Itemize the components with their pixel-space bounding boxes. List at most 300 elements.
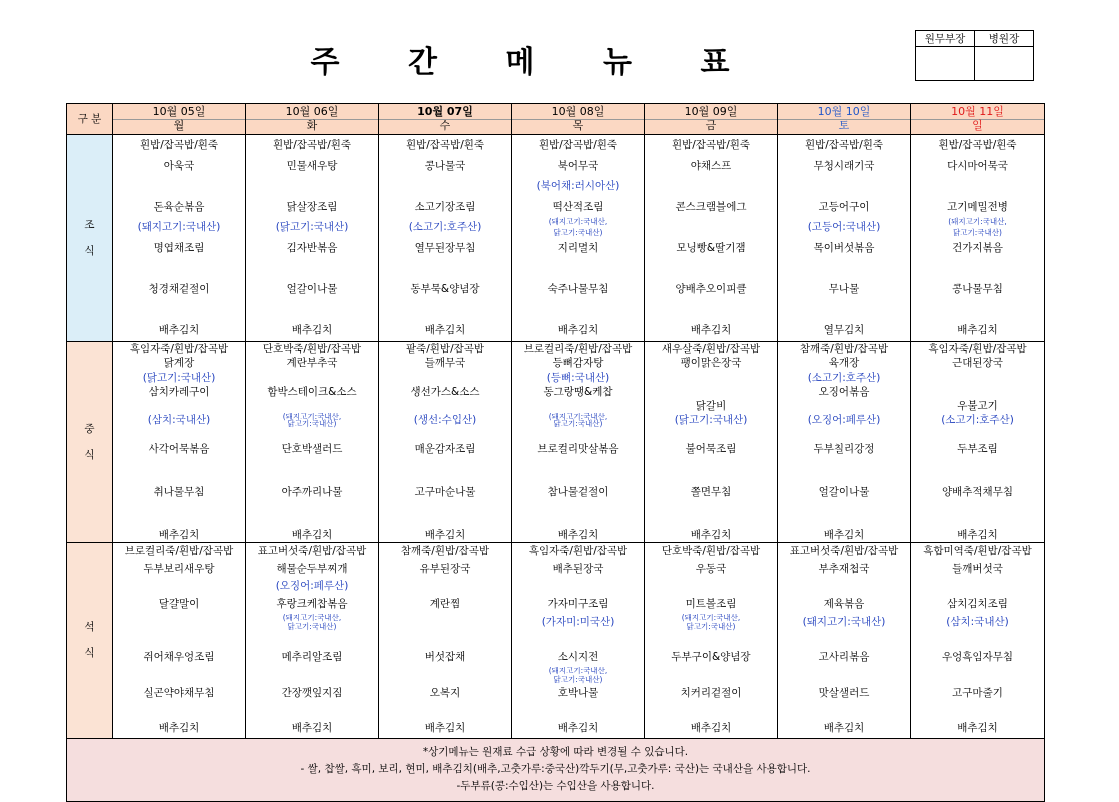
menu-item: 배추김치 <box>690 324 732 337</box>
menu-item <box>778 428 910 442</box>
menu-item: 아주까리나물 <box>281 485 343 498</box>
menu-item <box>911 385 1044 399</box>
menu-item: 배추김치 <box>557 324 599 337</box>
menu-item <box>778 513 910 527</box>
menu-item: 참나물겉절이 <box>547 485 609 498</box>
menu-item: 가자미구조림 <box>547 598 609 611</box>
menu-item: 들깨버섯국 <box>952 562 1003 575</box>
menu-item <box>645 702 777 720</box>
menu-item: 흑합미역죽/흰밥/잡곡밥 <box>923 544 1032 557</box>
menu-item: 흰밥/잡곡밥/흰죽 <box>804 139 884 151</box>
menu-item: 취나물무침 <box>153 485 205 498</box>
menu-item: 배추김치 <box>158 324 200 337</box>
menu-item <box>379 428 511 442</box>
menu-cell <box>778 542 911 738</box>
menu-item: 흑임자죽/흰밥/잡곡밥 <box>928 342 1027 355</box>
menu-item: 등뼈감자탕 <box>552 357 604 370</box>
header-day <box>113 104 246 135</box>
menu-item: 배추김치 <box>291 324 333 337</box>
menu-item <box>645 217 777 238</box>
header-label: 구 분 <box>67 104 113 135</box>
menu-item: 배추김치 <box>424 722 466 735</box>
menu-item: 새우살죽/흰밥/잡곡밥 <box>661 342 761 355</box>
menu-item <box>645 176 777 197</box>
menu-item <box>778 300 910 321</box>
menu-item <box>246 176 378 197</box>
menu-item: 배추김치 <box>823 528 865 541</box>
menu-item: 야채스프 <box>690 159 732 172</box>
header-day <box>911 104 1045 135</box>
menu-item <box>113 300 245 321</box>
menu-item <box>379 499 511 513</box>
header-weekday: 월 <box>173 119 185 132</box>
menu-item <box>113 456 245 470</box>
menu-item <box>113 259 245 280</box>
menu-item: (고등어:국내산) <box>807 221 881 234</box>
menu-item <box>379 631 511 649</box>
menu-item <box>512 456 644 470</box>
weekly-menu-table <box>66 103 1045 802</box>
menu-item: 단호박죽/흰밥/잡곡밥 <box>661 544 761 557</box>
menu-item: 오징어볶음 <box>818 385 870 398</box>
menu-item: 흑임자죽/흰밥/잡곡밥 <box>528 544 628 557</box>
menu-item: 우불고기 <box>957 400 998 413</box>
menu-item: 간장깻잎지짐 <box>281 686 343 699</box>
menu-item <box>512 578 644 596</box>
menu-item <box>778 259 910 280</box>
menu-item: 후랑크케찹볶음 <box>276 598 348 611</box>
header-weekday: 화 <box>306 119 318 132</box>
note-line: - 쌀, 찹쌀, 흑미, 보리, 현미, 배추김치(배추,고춧가루:중국산)깍두기(무,고춧가루: 국산)는 국내산을 사용합니다. <box>300 763 811 776</box>
menu-item: 양배추적채무침 <box>941 485 1013 498</box>
menu-item: 명엽채조림 <box>153 241 205 254</box>
menu-cell <box>113 135 246 342</box>
breakfast-label <box>67 135 113 342</box>
menu-item: 표고버섯죽/흰밥/잡곡밥 <box>789 544 899 557</box>
menu-item: 배추김치 <box>690 722 732 735</box>
menu-item: 표고버섯죽/흰밥/잡곡밥 <box>257 544 367 557</box>
menu-item: 배추된장국 <box>552 562 604 575</box>
menu-item <box>778 456 910 470</box>
menu-item <box>246 300 378 321</box>
menu-item: 배추김치 <box>557 722 599 735</box>
menu-item <box>512 470 644 484</box>
menu-item <box>645 667 777 685</box>
menu-item <box>911 702 1044 720</box>
breakfast-row <box>67 135 1045 342</box>
menu-item: 사각어묵볶음 <box>148 442 210 455</box>
menu-item <box>911 428 1044 442</box>
header-date: 10월 08일 <box>512 106 644 120</box>
menu-item: 계란부추국 <box>286 357 338 370</box>
page-title <box>300 34 740 84</box>
menu-item <box>778 470 910 484</box>
menu-item <box>512 499 644 513</box>
menu-item: 배추김치 <box>158 722 200 735</box>
header-day <box>512 104 645 135</box>
menu-item: 배추김치 <box>690 528 732 541</box>
menu-item: 열무된장무침 <box>414 241 476 254</box>
title-char: 간 <box>408 45 437 80</box>
menu-item: 배추김치 <box>957 324 998 337</box>
menu-item: 닭살장조림 <box>286 200 338 213</box>
menu-item: 배추김치 <box>823 722 865 735</box>
menu-cell <box>379 542 512 738</box>
menu-item <box>379 702 511 720</box>
menu-item: 브로컬리맛살볶음 <box>537 442 619 455</box>
menu-item <box>379 667 511 685</box>
menu-item <box>645 371 777 385</box>
header-weekday: 일 <box>972 119 983 132</box>
menu-item: (돼지고기:국내산, 닭고기:국내산) <box>282 413 342 428</box>
menu-item: 쫄면무침 <box>690 485 732 498</box>
menu-item: 흰밥/잡곡밥/흰죽 <box>671 139 751 151</box>
menu-item: (등뼈:국내산) <box>546 371 610 384</box>
menu-item: 얼갈이나물 <box>818 485 870 498</box>
menu-item: 호박나물 <box>557 686 599 699</box>
menu-item <box>379 578 511 596</box>
menu-item: 흰밥/잡곡밥/흰죽 <box>538 139 618 151</box>
menu-item <box>246 371 378 385</box>
menu-cell <box>645 135 778 342</box>
menu-item: 흑임자죽/흰밥/잡곡밥 <box>129 342 229 355</box>
menu-item: 배추김치 <box>158 528 200 541</box>
title-char: 메 <box>505 45 535 80</box>
menu-item: 흰밥/잡곡밥/흰죽 <box>139 139 219 151</box>
menu-item: 콘스크램블에그 <box>675 200 747 213</box>
menu-item: (돼지고기:국내산, 닭고기:국내산) <box>548 666 608 684</box>
menu-item <box>246 428 378 442</box>
menu-item: 달걀말이 <box>158 598 200 611</box>
menu-item: 다시마어묵국 <box>947 159 1008 172</box>
menu-item: 팥죽/흰밥/잡곡밥 <box>405 342 485 355</box>
header-weekday: 토 <box>838 119 850 132</box>
menu-item <box>246 456 378 470</box>
menu-item: 미트볼조림 <box>685 598 737 611</box>
menu-item <box>246 499 378 513</box>
menu-item <box>911 667 1044 685</box>
menu-cell <box>113 341 246 542</box>
menu-item: 불어묵조림 <box>685 442 737 455</box>
meal-label-char: 조 <box>84 218 95 231</box>
menu-item: 콩나물무침 <box>952 283 1003 296</box>
menu-item: 떡산적조림 <box>552 200 604 213</box>
header-day <box>645 104 778 135</box>
menu-item <box>379 176 511 197</box>
menu-item: 무나물 <box>828 283 860 296</box>
menu-item: 고사리볶음 <box>818 651 870 664</box>
menu-cell <box>645 542 778 738</box>
menu-item: 브로컬리죽/흰밥/잡곡밥 <box>523 342 633 355</box>
menu-cell <box>512 341 645 542</box>
menu-item: 지리멸치 <box>557 241 599 254</box>
menu-item: 참깨죽/흰밥/잡곡밥 <box>400 544 490 557</box>
dinner-label <box>67 542 113 738</box>
menu-item <box>778 631 910 649</box>
approval-label-director: 병원장 <box>975 31 1034 47</box>
menu-item: 메추리알조림 <box>281 651 343 664</box>
header-weekday: 금 <box>705 119 717 132</box>
menu-item: (소고기:호주산) <box>941 414 1014 427</box>
menu-item: 쥐어채우엉조림 <box>143 651 215 664</box>
meal-label-char: 식 <box>84 647 95 660</box>
menu-item: 배추김치 <box>957 722 998 735</box>
header-date: 10월 10일 <box>778 106 910 120</box>
menu-item: 팽이맑은장국 <box>680 357 742 370</box>
menu-item <box>379 259 511 280</box>
menu-item <box>645 499 777 513</box>
header-date: 10월 09일 <box>645 106 777 120</box>
menu-item: (돼지고기:국내산) <box>137 221 221 234</box>
menu-item <box>512 428 644 442</box>
menu-cell <box>512 542 645 738</box>
menu-item: (돼지고기:국내산, 닭고기:국내산) <box>948 217 1007 237</box>
menu-item <box>645 300 777 321</box>
menu-item: 제육볶음 <box>823 598 865 611</box>
menu-item: 유부된장국 <box>419 562 471 575</box>
menu-item <box>379 399 511 413</box>
menu-item: 근대된장국 <box>952 357 1003 370</box>
menu-item: 실곤약야채무침 <box>143 686 215 699</box>
menu-item: 숙주나물무침 <box>547 283 609 296</box>
menu-item: 들깨무국 <box>424 357 466 370</box>
menu-item <box>911 176 1044 197</box>
menu-item <box>113 578 245 596</box>
menu-item: 두부구이&양념장 <box>671 651 751 664</box>
menu-cell <box>512 135 645 342</box>
menu-item: 두부칠리강정 <box>813 442 875 455</box>
menu-item <box>113 470 245 484</box>
menu-item: 김자반볶음 <box>286 241 338 254</box>
menu-item <box>379 371 511 385</box>
menu-item <box>911 631 1044 649</box>
menu-item: (소고기:호주산) <box>408 221 482 234</box>
menu-item: 맛살샐러드 <box>818 686 870 699</box>
menu-item: 배추김치 <box>424 528 466 541</box>
menu-item: 고기메밀전병 <box>947 200 1008 213</box>
menu-item: (돼지고기:국내산) <box>802 615 886 628</box>
note-line: -두부류(콩:수입산)는 수입산을 사용합니다. <box>456 780 655 793</box>
menu-item <box>246 470 378 484</box>
menu-item <box>645 456 777 470</box>
menu-item: 오복지 <box>429 686 461 699</box>
menu-cell <box>113 542 246 738</box>
menu-item <box>512 702 644 720</box>
menu-item: 치커리겉절이 <box>680 686 742 699</box>
menu-cell <box>379 135 512 342</box>
menu-item <box>778 578 910 596</box>
menu-item <box>645 631 777 649</box>
menu-item: 버섯잡채 <box>424 651 466 664</box>
meal-label-char: 중 <box>84 422 95 435</box>
menu-item: 고구마순나물 <box>414 485 476 498</box>
menu-item <box>113 428 245 442</box>
menu-item <box>246 667 378 685</box>
approval-label-admin: 원무부장 <box>916 31 975 47</box>
menu-item: 소고기장조림 <box>414 200 476 213</box>
meal-label-char: 석 <box>84 621 95 634</box>
menu-item: 단호박죽/흰밥/잡곡밥 <box>262 342 362 355</box>
menu-item <box>113 399 245 413</box>
menu-item: 함박스테이크&소스 <box>267 385 357 398</box>
menu-item <box>645 513 777 527</box>
menu-item <box>778 499 910 513</box>
meal-label-char: 식 <box>84 448 95 461</box>
menu-item <box>911 300 1044 321</box>
menu-item: 민물새우탕 <box>286 159 338 172</box>
menu-item: 계란찜 <box>429 598 461 611</box>
menu-item <box>246 399 378 413</box>
menu-item <box>379 470 511 484</box>
menu-item: 아욱국 <box>163 159 195 172</box>
menu-item <box>379 456 511 470</box>
menu-item: 부추재첩국 <box>818 562 870 575</box>
menu-item <box>246 513 378 527</box>
header-weekday: 수 <box>439 119 451 132</box>
menu-item <box>911 470 1044 484</box>
menu-item: 콩나물국 <box>424 159 466 172</box>
menu-item: 무청시래기국 <box>813 159 875 172</box>
menu-item <box>113 614 245 632</box>
menu-cell <box>246 341 379 542</box>
menu-item: 배추김치 <box>291 528 333 541</box>
menu-item: 해물순두부찌개 <box>276 562 348 575</box>
menu-item: 고구마줄기 <box>952 686 1003 699</box>
menu-item: (삼치:국내산) <box>946 615 1009 628</box>
approval-sign-director <box>975 47 1034 81</box>
menu-item: (생선:수입산) <box>413 414 477 427</box>
menu-item <box>113 176 245 197</box>
menu-item: 배추김치 <box>957 528 998 541</box>
header-day <box>778 104 911 135</box>
approval-sign-admin <box>916 47 975 81</box>
menu-cell <box>246 542 379 738</box>
menu-item: (가자미:미국산) <box>541 615 615 628</box>
approval-box <box>915 30 1034 81</box>
menu-item <box>645 385 777 399</box>
header-date: 10월 05일 <box>113 106 245 120</box>
menu-item: 돈육순볶음 <box>153 200 205 213</box>
menu-item: 두부보리새우탕 <box>143 562 215 575</box>
menu-item: 배추김치 <box>424 324 466 337</box>
menu-item <box>778 667 910 685</box>
menu-item <box>512 399 644 413</box>
menu-item <box>246 702 378 720</box>
menu-item: (닭고기:국내산) <box>275 221 349 234</box>
menu-cell <box>911 341 1045 542</box>
menu-cell <box>645 341 778 542</box>
menu-item <box>512 513 644 527</box>
menu-cell <box>379 341 512 542</box>
menu-item: 참깨죽/흰밥/잡곡밥 <box>799 342 889 355</box>
menu-item: (삼치:국내산) <box>147 414 211 427</box>
menu-item: (돼지고기:국내산, 닭고기:국내산) <box>548 217 608 237</box>
menu-item: 닭갈비 <box>695 400 727 413</box>
menu-item: 생선가스&소스 <box>410 385 480 398</box>
menu-item: 배추김치 <box>291 722 333 735</box>
menu-item: 목이버섯볶음 <box>813 241 875 254</box>
menu-item <box>911 371 1044 385</box>
menu-item <box>512 259 644 280</box>
menu-item <box>379 614 511 632</box>
menu-item: 흰밥/잡곡밥/흰죽 <box>938 139 1017 151</box>
note-line: *상기메뉴는 원재료 수급 상황에 따라 변경될 수 있습니다. <box>422 746 689 759</box>
menu-item: 열무김치 <box>823 324 865 337</box>
title-char: 주 <box>310 45 340 80</box>
menu-item: 청경채겉절이 <box>148 283 210 296</box>
menu-item: 북어무국 <box>557 159 599 172</box>
menu-item: (소고기:호주산) <box>807 371 881 384</box>
menu-cell <box>778 341 911 542</box>
menu-item <box>113 631 245 649</box>
menu-item: 소시지전 <box>557 651 599 664</box>
menu-item <box>911 259 1044 280</box>
menu-item <box>778 176 910 197</box>
menu-item: 흰밥/잡곡밥/흰죽 <box>272 139 352 151</box>
menu-cell <box>911 135 1045 342</box>
menu-item <box>911 578 1044 596</box>
lunch-row <box>67 341 1045 542</box>
menu-item <box>911 513 1044 527</box>
dinner-row <box>67 542 1045 738</box>
menu-item <box>379 513 511 527</box>
title-char: 표 <box>700 45 730 80</box>
menu-item <box>113 702 245 720</box>
menu-item <box>911 499 1044 513</box>
menu-item: 우동국 <box>695 562 727 575</box>
menu-cell <box>911 542 1045 738</box>
menu-item: 얼갈이나물 <box>286 283 338 296</box>
header-day <box>246 104 379 135</box>
menu-item: 삼치김치조림 <box>947 598 1008 611</box>
title-char: 뉴 <box>603 45 632 80</box>
menu-item <box>246 631 378 649</box>
menu-item: (닭고기:국내산) <box>142 371 216 384</box>
menu-item: 고등어구이 <box>818 200 870 213</box>
menu-item: (닭고기:국내산) <box>674 414 748 427</box>
meal-label-char: 식 <box>84 244 95 257</box>
menu-item <box>113 499 245 513</box>
menu-item: (오징어:페루산) <box>807 414 881 427</box>
menu-item: 모닝빵&딸기잼 <box>676 241 746 254</box>
header-date: 10월 06일 <box>246 106 378 120</box>
menu-item <box>512 300 644 321</box>
menu-item: 양배추오이피클 <box>675 283 747 296</box>
menu-item: 매운감자조림 <box>414 442 476 455</box>
menu-item: (오징어:페루산) <box>275 580 349 593</box>
menu-item <box>113 513 245 527</box>
menu-item <box>113 667 245 685</box>
menu-cell <box>778 135 911 342</box>
menu-item: (돼지고기:국내산, 닭고기:국내산) <box>548 413 608 428</box>
menu-item <box>645 578 777 596</box>
menu-item <box>778 702 910 720</box>
menu-item <box>645 428 777 442</box>
menu-item: 흰밥/잡곡밥/흰죽 <box>405 139 485 151</box>
menu-item: 닭계장 <box>163 357 195 370</box>
menu-item <box>911 456 1044 470</box>
menu-item: 삼치카레구이 <box>148 385 210 398</box>
menu-item: 단호박샐러드 <box>281 442 343 455</box>
menu-item: 두부조림 <box>957 442 998 455</box>
menu-item <box>778 399 910 413</box>
menu-item: (돼지고기:국내산, 닭고기:국내산) <box>282 613 342 631</box>
header-weekday: 목 <box>572 119 584 132</box>
header-row <box>67 104 1045 135</box>
menu-item: 동부묵&양념장 <box>410 283 480 296</box>
menu-cell <box>246 135 379 342</box>
menu-item: (돼지고기:국내산, 닭고기:국내산) <box>681 613 741 631</box>
